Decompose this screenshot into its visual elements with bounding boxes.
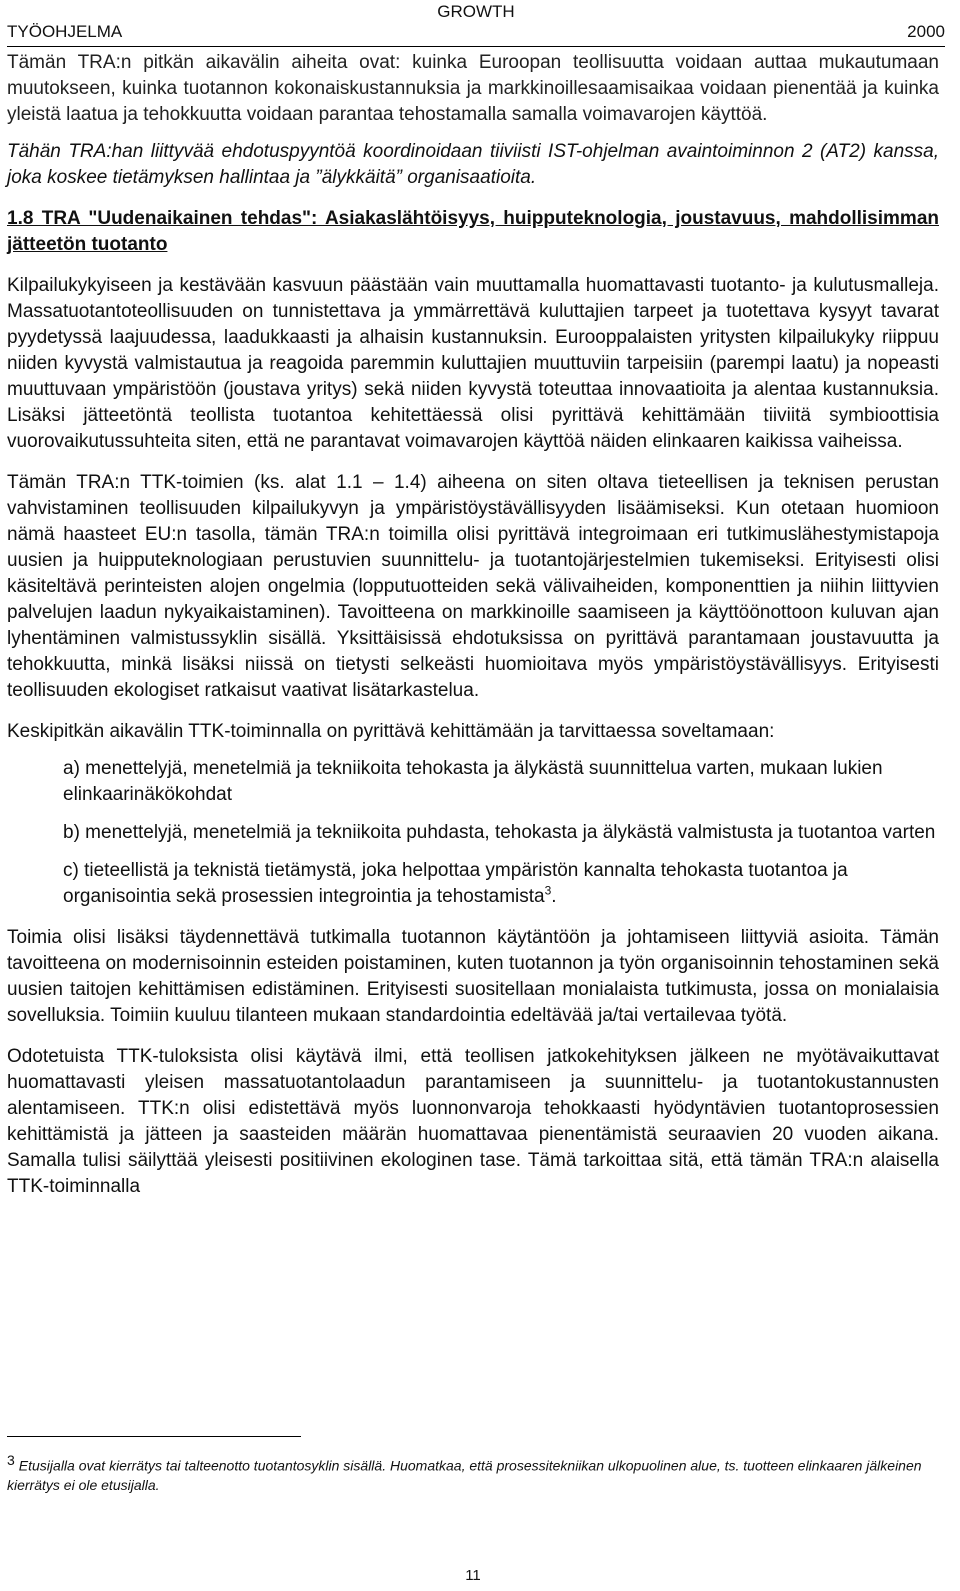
list-item-text: c) tieteellistä ja teknistä tietämystä, joka helpottaa ympäristön kannalta tehokasta tuotantoa ja organisointia sekä prosessien integrointia ja tehostamista <box>63 860 848 907</box>
document-body <box>7 50 939 1200</box>
header-year: 2000 <box>907 22 945 41</box>
page-number: 11 <box>465 1567 481 1584</box>
paragraph-medium-term: Keskipitkän aikavälin TTK-toiminnalla on pyrittävä kehittämään ja tarvittaessa soveltamaan: <box>7 721 775 742</box>
header-program-name: GROWTH <box>437 2 515 21</box>
list-item-end: . <box>551 886 557 907</box>
paragraph-expected-results: Odotetuista TTK-tuloksista olisi käytävä ilmi, että teollisen jatkokehityksen jälkeen ne myötävaikuttavat huomattavasti yleisen massatuotantolaadun parantamiseen ja suunnittelu- ja tuotantokustannusten alentamiseen. TTK:n olisi edistettävä myös luonnonvaroja tehokkaasti hyödyntävien tuotantoprosessien kehittämistä ja jätteen ja saasteiden määrän huomattavaa pienentämistä seuraavien 20 vuoden aikana. Samalla tulisi säilyttää yleisesti positiivinen ekologinen tase. Tämä tarkoittaa sitä, että tämän TRA:n alaisella TTK-toiminnalla <box>7 1046 939 1197</box>
header-program-label: TYÖOHJELMA <box>7 22 123 41</box>
footnote-number: 3 <box>7 1452 15 1468</box>
list-item: b) menettelyjä, menetelmiä ja tekniikoita puhdasta, tehokasta ja älykästä valmistusta ja tuotantoa varten <box>63 822 936 843</box>
section-heading: 1.8 TRA "Uudenaikainen tehdas": Asiakaslähtöisyys, huipputeknologia, joustavuus, mahdollisimman jätteetön tuotanto <box>7 208 939 255</box>
list-item: a) menettelyjä, menetelmiä ja tekniikoita tehokasta ja älykästä suunnittelua varten, mukaan lukien elinkaarinäkökohdat <box>63 758 883 805</box>
page-header <box>7 0 945 47</box>
footnote <box>7 1451 942 1495</box>
coordination-note: Tähän TRA:han liittyvää ehdotuspyyntöä koordinoidaan tiiviisti IST-ohjelman avaintoiminnon 2 (AT2) kanssa, joka koskee tietämyksen hallintaa ja ”älykkäitä” organisaatioita. <box>7 141 939 188</box>
paragraph-competitiveness: Kilpailukykyiseen ja kestävään kasvuun päästään vain muuttamalla huomattavasti tuotanto- ja kulutusmalleja. Massatuotantoteollisuuden on tunnistettava ja ymmärrettävä kuluttajien tarpeet ja tuotettava kysyyt tavarat pyydetyssä laajuudessa, laadukkaasti ja alhaisin kustannuksin. Eurooppalaisten yritysten kilpailukyky riippuu niiden kyvystä valmistautua ja reagoida paremmin kuluttajien muuttuviin tarpeisiin (parempi laatu) ja nopeasti muuttuvaan ympäristöön (joustava yritys) sekä niiden kyvystä toteuttaa innovaatioita ja alentaa kustannuksia. Lisäksi jätteetöntä teollista tuotantoa kehitettäessä olisi pyrittävä kehittämään tiiviitä symbioottisia vuorovaikutussuhteita siten, että ne parantavat voimavarojen käyttöä näiden elinkaaren kaikissa vaiheissa. <box>7 275 939 452</box>
objectives-list <box>63 756 939 910</box>
list-item <box>63 858 939 910</box>
footnote-text: Etusijalla ovat kierrätys tai talteenotto tuotantosyklin sisällä. Huomatkaa, että prosessitekniikan ulkopuolinen alue, ts. tuotteen elinkaaren jälkeinen kierrätys ei ole etusijalla. <box>7 1457 922 1493</box>
intro-paragraph: Tämän TRA:n pitkän aikavälin aiheita ovat: kuinka Euroopan teollisuutta voidaan auttaa mukautumaan muutokseen, kuinka tuotannon kokonaiskustannuksia ja markkinoillesaamisaikaa voidaan pienentää ja kuinka yleistä laatua ja tehokkuutta voidaan parantaa tehostamalla samalla voimavarojen käyttöä. <box>7 52 939 125</box>
footnote-reference[interactable]: 3 <box>544 883 552 898</box>
paragraph-rtd-actions: Tämän TRA:n TTK-toimien (ks. alat 1.1 – 1.4) aiheena on siten oltava tieteellisen ja teknisen perustan vahvistaminen teollisuuden kilpailukyvyn ja ympäristöystävällisyyden lisäämiseksi. Kun otetaan huomioon nämä haasteet EU:n tasolla, tämän TRA:n toimilla olisi pyrittävä integroimaan eri tutkimuslähestymistapoja uusien ja huipputeknologiaan perustuvien suunnittelu- ja tuotantojärjestelmien tukemiseksi. Erityisesti olisi käsiteltävä perinteisten alojen ongelmia (lopputuotteiden sekä välivaiheiden, komponenttien ja niihin liittyvien palvelujen laadun nykyaikaistaminen). Tavoitteena on markkinoille saamiseen ja käyttöönottoon kuluvan ajan lyhentäminen valmistussyklin sisällä. Yksittäisissä ehdotuksissa on pyrittävä parantamaan joustavuutta ja tehokkuutta, minkä lisäksi niissä on tietysti selkeästi huomioitava myös ympäristöystävällisyys. Erityisesti teollisuuden ekologiset ratkaisut vaativat lisätarkastelua. <box>7 472 939 701</box>
footnote-divider <box>7 1436 301 1437</box>
paragraph-supplementary: Toimia olisi lisäksi täydennettävä tutkimalla tuotannon käytäntöön ja johtamiseen liittyviä asioita. Tämän tavoitteena on modernisoinnin esteiden poistaminen, kuten tuotannon ja työn organisoinnin tehostaminen sekä uusien taitojen kehittämisen edistäminen. Erityisesti suositellaan monialaista tutkimusta, jossa on monialaisia sovelluksia. Toimiin kuuluu tilanteen mukaan standardointia edeltävää ja/tai vertailevaa työtä. <box>7 927 939 1026</box>
